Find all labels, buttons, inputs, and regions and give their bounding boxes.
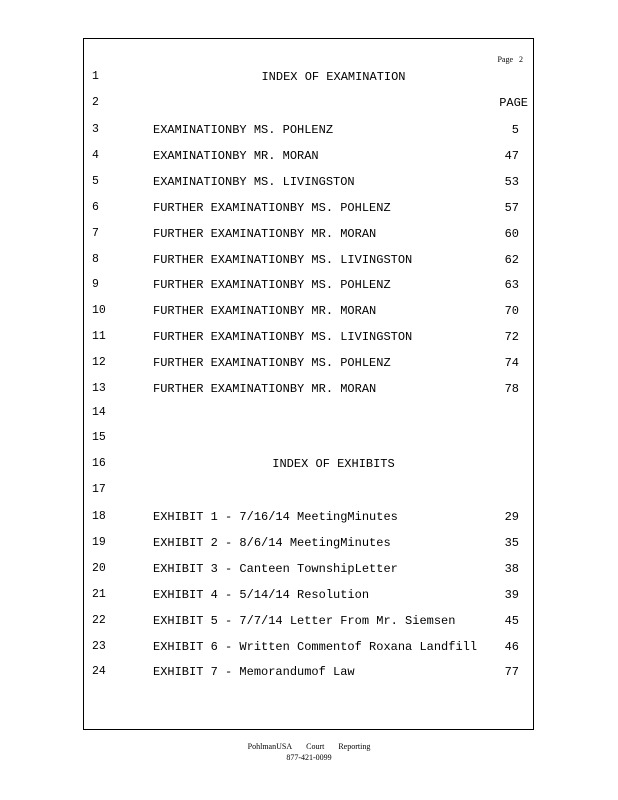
entry-page: 60 [504,226,519,241]
line-number: 10 [92,304,106,318]
entry-page: 5 [511,123,519,137]
line-number: 9 [92,278,99,292]
line-number: 2 [92,96,99,109]
entry-text: EXHIBIT 5 - 7/7/14 Letter From Mr. Siemsen [153,613,456,628]
entry-text: FURTHER EXAMINATIONBY MR. MORAN [153,382,377,396]
entry-page: 29 [504,510,519,524]
entry-text: FURTHER EXAMINATIONBY MS. LIVINGSTON [153,252,413,267]
entry-page: 38 [504,561,519,576]
line-number: 3 [92,123,99,136]
line-16 [84,457,533,477]
entry-page: 72 [504,330,519,345]
footer-company-line [0,741,618,752]
line-number: 5 [92,174,99,188]
exhibit-index-title: INDEX OF EXHIBITS [272,457,395,471]
entry-text: EXHIBIT 2 - 8/6/14 MeetingMinutes [153,535,391,550]
entry-page: 35 [504,535,519,550]
entry-page: 53 [504,174,519,189]
exhibit_index-entry [84,665,533,685]
line-number: 1 [92,70,99,83]
line-number: 8 [92,252,99,266]
line-1 [84,70,533,90]
page-number-value: 2 [519,55,523,64]
footer-court: Court [306,742,325,751]
footer-company: PohlmanUSA [247,742,293,751]
entry-page: 39 [504,587,519,602]
line-17 [84,483,533,503]
line-number: 19 [92,535,106,549]
entry-text: EXHIBIT 1 - 7/16/14 MeetingMinutes [153,510,398,524]
exam_index-entry [84,356,533,376]
exam_index-entry [84,175,533,195]
page-number [491,55,523,64]
exhibit_index-entry [84,614,533,634]
line-number: 7 [92,226,99,240]
entry-text: EXHIBIT 4 - 5/14/14 Resolution [153,587,370,602]
exhibit_index-entry [84,640,533,660]
entry-page: 57 [504,200,519,215]
exam-index-title: INDEX OF EXAMINATION [261,70,406,84]
entry-text: EXAMINATIONBY MR. MORAN [153,148,319,163]
line-number: 24 [92,665,106,679]
entry-page: 46 [504,639,519,654]
line-number: 6 [92,200,99,214]
line-number: 16 [92,457,106,470]
entry-text: EXHIBIT 3 - Canteen TownshipLetter [153,561,398,576]
line-number: 11 [92,330,106,344]
entry-page: 47 [504,148,519,163]
exam_index-entry [84,201,533,221]
entry-page: 70 [504,304,519,319]
exhibit_index-entry [84,510,533,530]
exam_index-entry [84,382,533,402]
page-label: Page [497,55,513,64]
transcript-page [83,38,534,730]
line-number: 18 [92,510,106,523]
entry-text: EXHIBIT 6 - Written Commentof Roxana Landfill [153,639,478,654]
line-number: 23 [92,639,106,653]
entry-text: FURTHER EXAMINATIONBY MS. POHLENZ [153,356,391,371]
entry-page: 78 [504,382,519,396]
exam_index-entry [84,227,533,247]
line-15 [84,431,533,451]
entry-page: 63 [504,278,519,293]
line-2 [84,96,533,116]
line-number: 13 [92,382,106,395]
exhibit_index-entry [84,588,533,608]
exam_index-entry [84,304,533,324]
page-column-header: PAGE [499,96,528,110]
entry-page: 77 [504,665,519,680]
entry-text: FURTHER EXAMINATIONBY MS. POHLENZ [153,200,391,215]
entry-page: 62 [504,252,519,267]
line-number: 21 [92,587,106,601]
exhibit_index-entry [84,562,533,582]
entry-text: EXAMINATIONBY MS. POHLENZ [153,123,334,137]
entry-text: FURTHER EXAMINATIONBY MS. LIVINGSTON [153,330,413,345]
exam_index-entry [84,149,533,169]
line-number: 20 [92,561,106,575]
line-14 [84,406,533,426]
line-number: 17 [92,483,106,496]
entry-text: FURTHER EXAMINATIONBY MR. MORAN [153,304,377,319]
footer-reporting: Reporting [338,742,371,751]
entry-text: FURTHER EXAMINATIONBY MR. MORAN [153,226,377,241]
entry-text: EXAMINATIONBY MS. LIVINGSTON [153,174,355,189]
exam_index-entry [84,123,533,143]
line-number: 22 [92,613,106,627]
entry-page: 45 [504,613,519,628]
exam_index-entry [84,330,533,350]
entry-text: EXHIBIT 7 - Memorandumof Law [153,665,355,680]
exhibit_index-entry [84,536,533,556]
line-number: 4 [92,148,99,162]
footer [0,741,618,763]
exam_index-entry [84,253,533,273]
footer-phone: 877-421-0099 [286,753,332,762]
entry-text: FURTHER EXAMINATIONBY MS. POHLENZ [153,278,391,293]
line-number: 15 [92,431,106,444]
line-number: 12 [92,356,106,370]
line-number: 14 [92,406,106,419]
exam_index-entry [84,278,533,298]
entry-page: 74 [504,356,519,371]
